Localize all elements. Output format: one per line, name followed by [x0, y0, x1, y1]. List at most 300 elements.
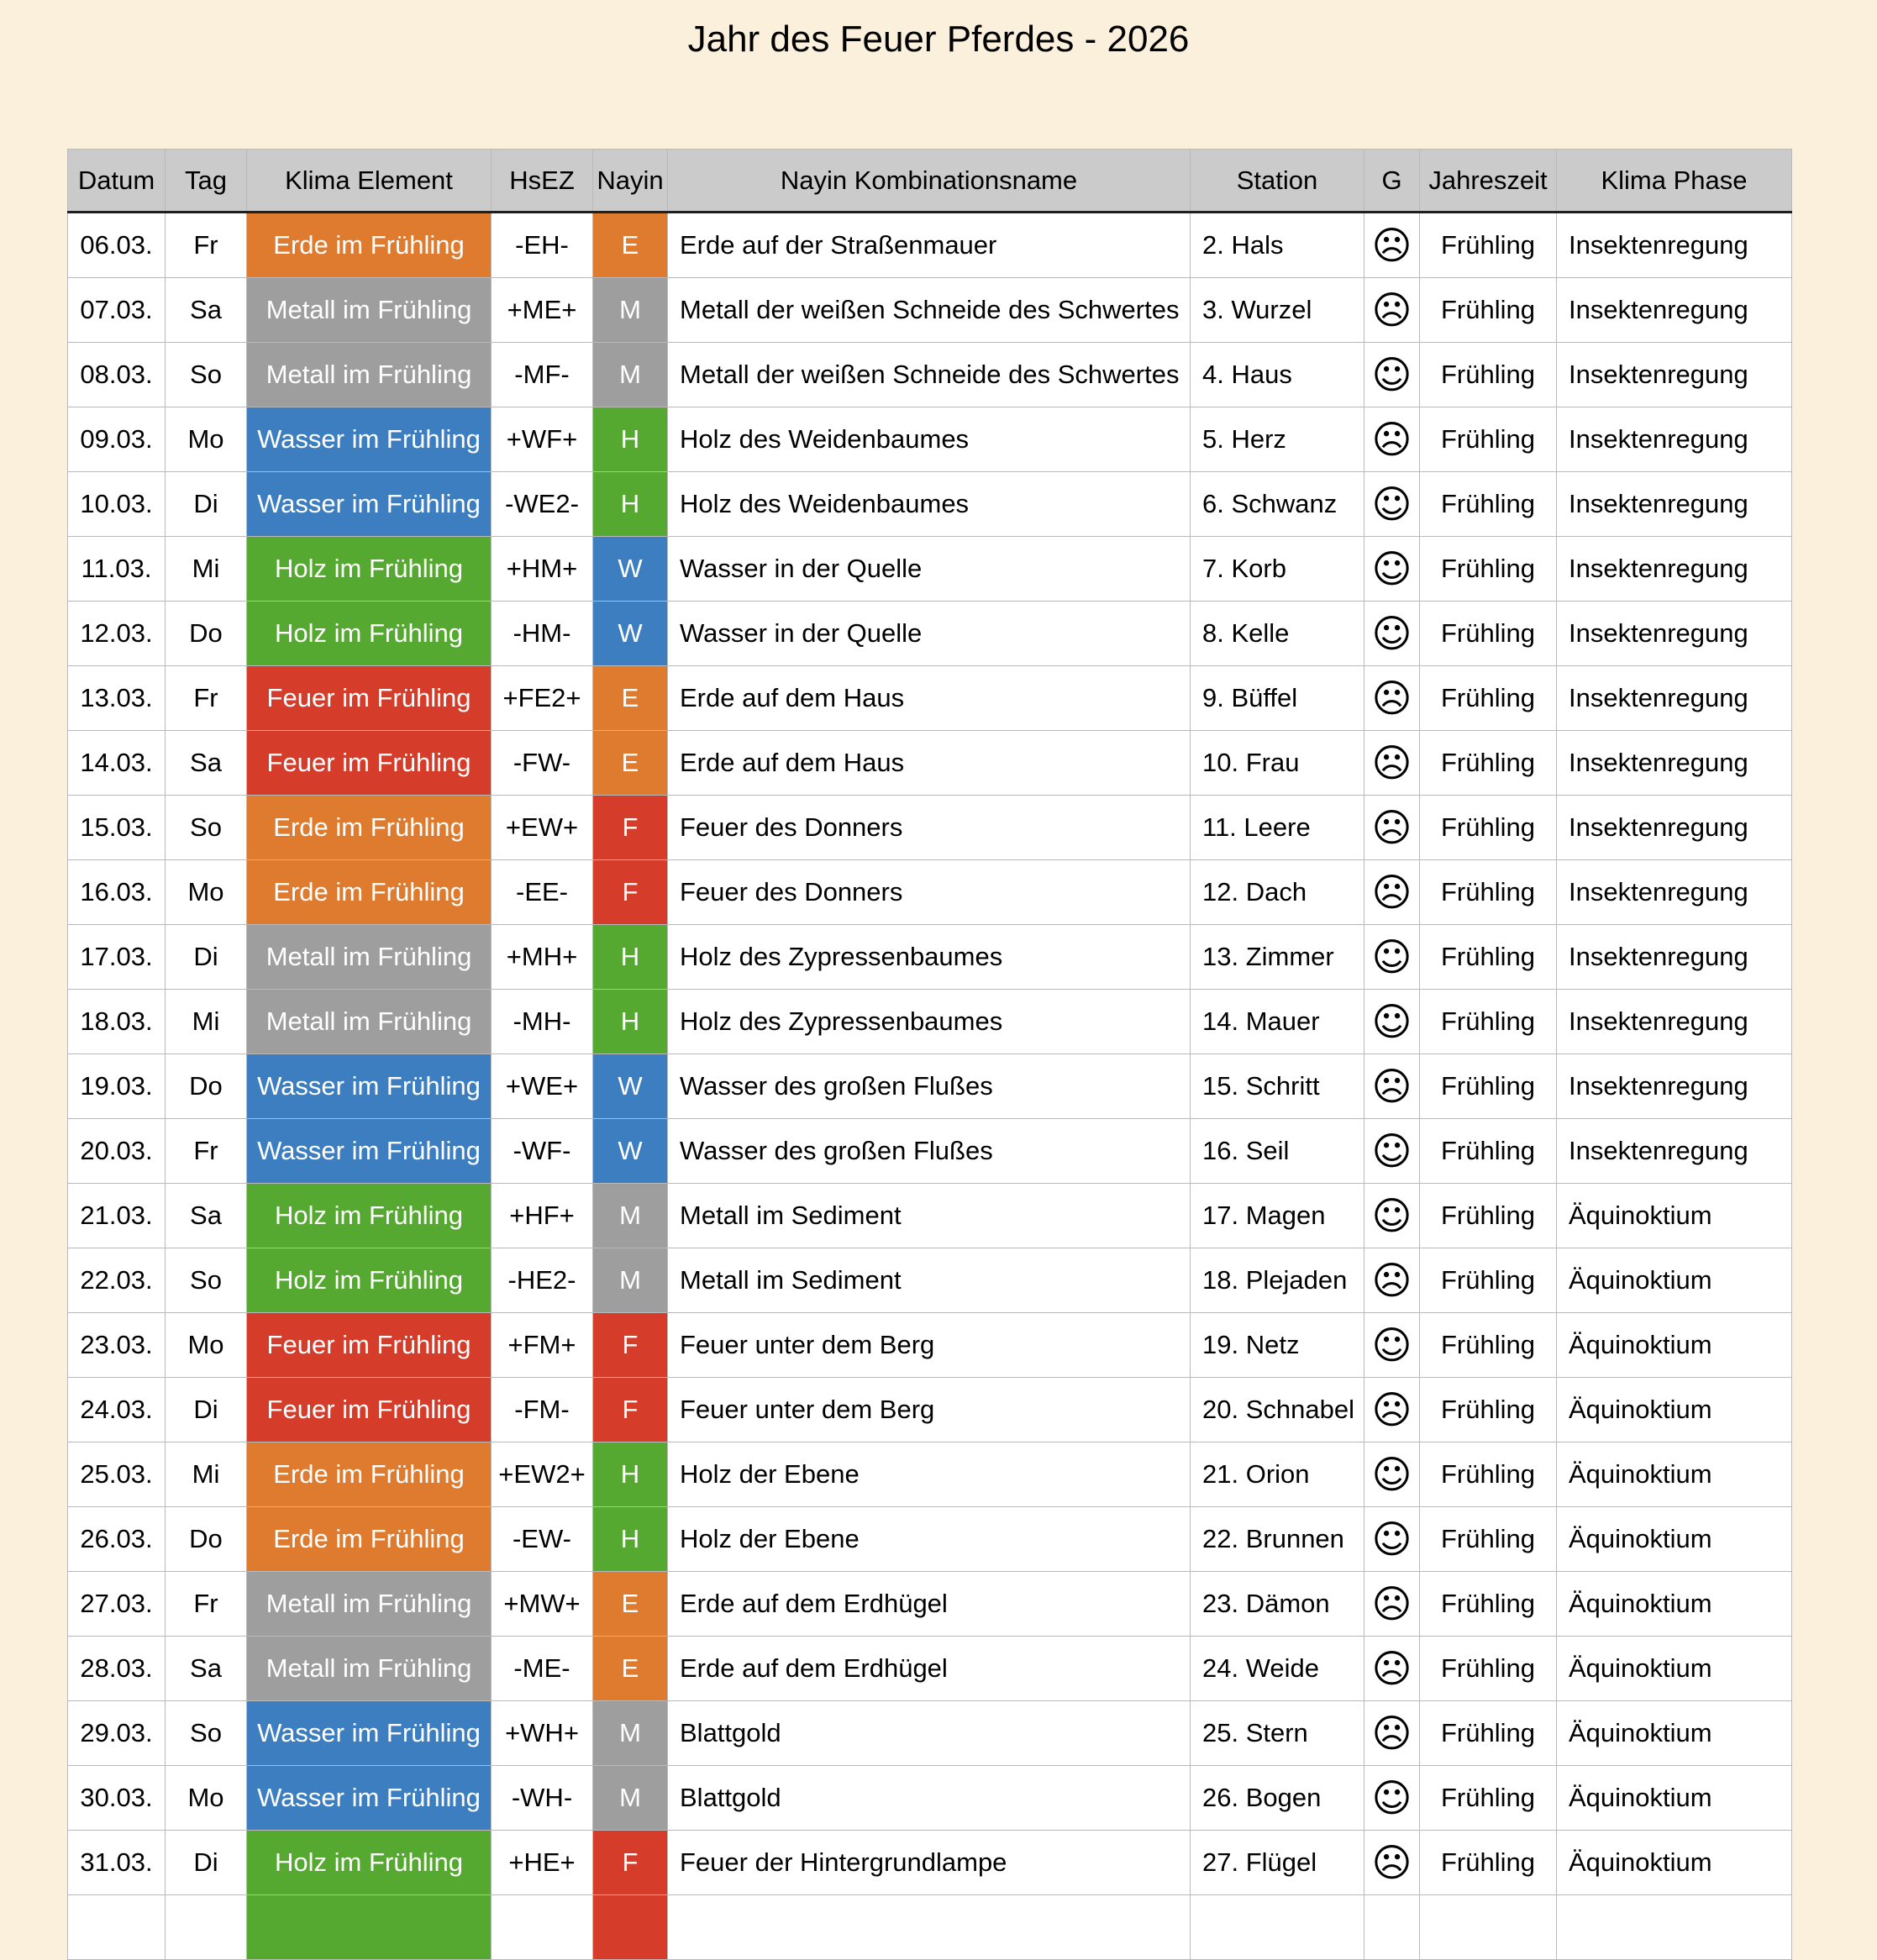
column-header-g: G	[1364, 150, 1420, 213]
column-header-hsez: HsEZ	[492, 150, 593, 213]
klima-element-badge: Metall im Frühling	[247, 343, 492, 407]
table-row	[68, 1184, 1792, 1248]
cell-hsez: -MH-	[492, 990, 593, 1054]
nayin-badge: H	[593, 472, 668, 537]
table-row	[68, 796, 1792, 860]
mood-cell	[1364, 860, 1420, 925]
cell-jahreszeit: Frühling	[1420, 860, 1557, 925]
cell-datum: 08.03.	[68, 343, 166, 407]
cell-station: 5. Herz	[1191, 407, 1364, 472]
nayin-badge: W	[593, 602, 668, 666]
cell-station: 15. Schritt	[1191, 1054, 1364, 1119]
cell-jahreszeit: Frühling	[1420, 1119, 1557, 1184]
cell-jahreszeit: Frühling	[1420, 1701, 1557, 1766]
mood-cell	[1364, 1313, 1420, 1378]
cell-jahreszeit: Frühling	[1420, 1054, 1557, 1119]
cell-klima-phase: Insektenregung	[1557, 602, 1792, 666]
mood-cell	[1364, 796, 1420, 860]
cell-jahreszeit: Frühling	[1420, 537, 1557, 602]
klima-element-badge: Erde im Frühling	[247, 796, 492, 860]
partial-cell	[1364, 1895, 1420, 1960]
klima-element-badge: Wasser im Frühling	[247, 1701, 492, 1766]
table-row	[68, 537, 1792, 602]
cell-nayin-kombinationsname: Blattgold	[668, 1766, 1191, 1831]
sad-face-icon: ☹	[1371, 1386, 1412, 1432]
mood-cell	[1364, 990, 1420, 1054]
table-row	[68, 666, 1792, 731]
nayin-badge: W	[593, 1054, 668, 1119]
cell-nayin-kombinationsname: Metall der weißen Schneide des Schwertes	[668, 343, 1191, 407]
cell-datum: 07.03.	[68, 278, 166, 343]
cell-datum: 31.03.	[68, 1831, 166, 1895]
cell-klima-phase: Insektenregung	[1557, 278, 1792, 343]
table-row	[68, 1701, 1792, 1766]
cell-hsez: -EW-	[492, 1507, 593, 1572]
nayin-badge: M	[593, 1766, 668, 1831]
cell-jahreszeit: Frühling	[1420, 1313, 1557, 1378]
klima-element-badge: Metall im Frühling	[247, 990, 492, 1054]
cell-tag: So	[166, 796, 247, 860]
nayin-badge: H	[593, 407, 668, 472]
cell-nayin-kombinationsname: Erde auf dem Haus	[668, 666, 1191, 731]
cell-tag: So	[166, 1701, 247, 1766]
sad-face-icon: ☹	[1371, 286, 1412, 333]
cell-tag: Fr	[166, 213, 247, 278]
column-header-klima-element: Klima Element	[247, 150, 492, 213]
table-header	[68, 150, 1792, 213]
klima-element-badge: Wasser im Frühling	[247, 407, 492, 472]
cell-tag: Sa	[166, 278, 247, 343]
cell-klima-phase: Äquinoktium	[1557, 1831, 1792, 1895]
cell-jahreszeit: Frühling	[1420, 990, 1557, 1054]
table-row-partial	[68, 1895, 1792, 1960]
cell-datum: 22.03.	[68, 1248, 166, 1313]
partial-cell	[1420, 1895, 1557, 1960]
cell-klima-phase: Insektenregung	[1557, 537, 1792, 602]
cell-hsez: +WH+	[492, 1701, 593, 1766]
klima-element-badge: Wasser im Frühling	[247, 1766, 492, 1831]
column-header-station: Station	[1191, 150, 1364, 213]
cell-nayin-kombinationsname: Holz des Weidenbaumes	[668, 407, 1191, 472]
klima-element-badge: Wasser im Frühling	[247, 472, 492, 537]
mood-cell	[1364, 731, 1420, 796]
table-body	[68, 213, 1792, 1960]
happy-face-icon: ☺	[1371, 1451, 1412, 1497]
mood-cell	[1364, 537, 1420, 602]
cell-station: 19. Netz	[1191, 1313, 1364, 1378]
mood-cell	[1364, 1766, 1420, 1831]
cell-station: 6. Schwanz	[1191, 472, 1364, 537]
table-row	[68, 1507, 1792, 1572]
cell-klima-phase: Äquinoktium	[1557, 1572, 1792, 1637]
header-row	[68, 150, 1792, 213]
mood-cell	[1364, 1119, 1420, 1184]
cell-station: 22. Brunnen	[1191, 1507, 1364, 1572]
cell-nayin-kombinationsname: Holz des Zypressenbaumes	[668, 990, 1191, 1054]
cell-hsez: +EW2+	[492, 1442, 593, 1507]
cell-jahreszeit: Frühling	[1420, 796, 1557, 860]
sad-face-icon: ☹	[1371, 869, 1412, 915]
happy-face-icon: ☺	[1371, 1127, 1412, 1174]
klima-element-badge: Metall im Frühling	[247, 1572, 492, 1637]
cell-hsez: -HE2-	[492, 1248, 593, 1313]
partial-cell	[1557, 1895, 1792, 1960]
cell-nayin-kombinationsname: Feuer unter dem Berg	[668, 1313, 1191, 1378]
klima-element-badge: Wasser im Frühling	[247, 1119, 492, 1184]
cell-klima-phase: Insektenregung	[1557, 472, 1792, 537]
cell-nayin-kombinationsname: Feuer des Donners	[668, 796, 1191, 860]
cell-datum: 12.03.	[68, 602, 166, 666]
cell-hsez: +HF+	[492, 1184, 593, 1248]
klima-element-badge: Feuer im Frühling	[247, 731, 492, 796]
cell-klima-phase: Insektenregung	[1557, 796, 1792, 860]
cell-hsez: +MW+	[492, 1572, 593, 1637]
cell-nayin-kombinationsname: Feuer unter dem Berg	[668, 1378, 1191, 1442]
cell-jahreszeit: Frühling	[1420, 1378, 1557, 1442]
table-row	[68, 1442, 1792, 1507]
mood-cell	[1364, 1248, 1420, 1313]
cell-tag: Mi	[166, 990, 247, 1054]
table-row	[68, 1313, 1792, 1378]
cell-hsez: -WF-	[492, 1119, 593, 1184]
cell-tag: Mi	[166, 1442, 247, 1507]
cell-tag: So	[166, 343, 247, 407]
table-row	[68, 1831, 1792, 1895]
cell-jahreszeit: Frühling	[1420, 1766, 1557, 1831]
mood-cell	[1364, 1378, 1420, 1442]
klima-element-badge: Holz im Frühling	[247, 537, 492, 602]
cell-nayin-kombinationsname: Wasser in der Quelle	[668, 602, 1191, 666]
nayin-badge: F	[593, 796, 668, 860]
cell-datum: 16.03.	[68, 860, 166, 925]
cell-nayin-kombinationsname: Feuer des Donners	[668, 860, 1191, 925]
cell-jahreszeit: Frühling	[1420, 407, 1557, 472]
cell-datum: 17.03.	[68, 925, 166, 990]
column-header-datum: Datum	[68, 150, 166, 213]
cell-tag: Mo	[166, 1766, 247, 1831]
cell-jahreszeit: Frühling	[1420, 1184, 1557, 1248]
cell-datum: 23.03.	[68, 1313, 166, 1378]
cell-tag: So	[166, 1248, 247, 1313]
nayin-badge: F	[593, 1313, 668, 1378]
cell-tag: Do	[166, 1054, 247, 1119]
cell-datum: 10.03.	[68, 472, 166, 537]
partial-cell	[68, 1895, 166, 1960]
nayin-badge: W	[593, 1119, 668, 1184]
cell-klima-phase: Insektenregung	[1557, 1054, 1792, 1119]
nayin-badge: H	[593, 925, 668, 990]
column-header-nayin-kombinationsname: Nayin Kombinationsname	[668, 150, 1191, 213]
cell-klima-phase: Insektenregung	[1557, 925, 1792, 990]
column-header-jahreszeit: Jahreszeit	[1420, 150, 1557, 213]
klima-element-badge: Feuer im Frühling	[247, 666, 492, 731]
partial-cell	[492, 1895, 593, 1960]
cell-tag: Fr	[166, 1572, 247, 1637]
cell-station: 8. Kelle	[1191, 602, 1364, 666]
cell-tag: Mo	[166, 407, 247, 472]
partial-cell	[668, 1895, 1191, 1960]
cell-hsez: +FE2+	[492, 666, 593, 731]
cell-jahreszeit: Frühling	[1420, 731, 1557, 796]
cell-datum: 21.03.	[68, 1184, 166, 1248]
happy-face-icon: ☺	[1371, 1322, 1412, 1368]
table-row	[68, 1248, 1792, 1313]
happy-face-icon: ☺	[1371, 610, 1412, 656]
klima-element-badge: Wasser im Frühling	[247, 1054, 492, 1119]
mood-cell	[1364, 1184, 1420, 1248]
cell-hsez: -MF-	[492, 343, 593, 407]
cell-nayin-kombinationsname: Erde auf dem Haus	[668, 731, 1191, 796]
sad-face-icon: ☹	[1371, 416, 1412, 462]
cell-jahreszeit: Frühling	[1420, 1507, 1557, 1572]
happy-face-icon: ☺	[1371, 1516, 1412, 1562]
nayin-badge: W	[593, 537, 668, 602]
mood-cell	[1364, 472, 1420, 537]
cell-datum: 28.03.	[68, 1637, 166, 1701]
table-row	[68, 990, 1792, 1054]
cell-station: 27. Flügel	[1191, 1831, 1364, 1895]
cell-datum: 25.03.	[68, 1442, 166, 1507]
cell-datum: 19.03.	[68, 1054, 166, 1119]
sad-face-icon: ☹	[1371, 1063, 1412, 1109]
cell-klima-phase: Insektenregung	[1557, 666, 1792, 731]
cell-datum: 15.03.	[68, 796, 166, 860]
column-header-klima-phase: Klima Phase	[1557, 150, 1792, 213]
cell-nayin-kombinationsname: Wasser des großen Flußes	[668, 1054, 1191, 1119]
table-row	[68, 602, 1792, 666]
partial-cell	[1191, 1895, 1364, 1960]
nayin-badge: F	[593, 1831, 668, 1895]
cell-klima-phase: Insektenregung	[1557, 731, 1792, 796]
klima-element-badge: Erde im Frühling	[247, 860, 492, 925]
cell-station: 13. Zimmer	[1191, 925, 1364, 990]
happy-face-icon: ☺	[1371, 933, 1412, 980]
cell-station: 3. Wurzel	[1191, 278, 1364, 343]
table-row	[68, 213, 1792, 278]
cell-tag: Sa	[166, 1637, 247, 1701]
nayin-badge: M	[593, 1184, 668, 1248]
sad-face-icon: ☹	[1371, 1839, 1412, 1885]
cell-station: 2. Hals	[1191, 213, 1364, 278]
cell-klima-phase: Äquinoktium	[1557, 1378, 1792, 1442]
mood-cell	[1364, 925, 1420, 990]
mood-cell	[1364, 666, 1420, 731]
table-row	[68, 278, 1792, 343]
happy-face-icon: ☺	[1371, 1192, 1412, 1238]
cell-hsez: +FM+	[492, 1313, 593, 1378]
mood-cell	[1364, 1831, 1420, 1895]
table-row	[68, 731, 1792, 796]
cell-station: 26. Bogen	[1191, 1766, 1364, 1831]
cell-jahreszeit: Frühling	[1420, 1442, 1557, 1507]
cell-hsez: -EH-	[492, 213, 593, 278]
happy-face-icon: ☺	[1371, 1774, 1412, 1821]
mood-cell	[1364, 1054, 1420, 1119]
cell-station: 16. Seil	[1191, 1119, 1364, 1184]
table-row	[68, 1572, 1792, 1637]
cell-klima-phase: Äquinoktium	[1557, 1766, 1792, 1831]
mood-cell	[1364, 343, 1420, 407]
cell-jahreszeit: Frühling	[1420, 472, 1557, 537]
cell-station: 4. Haus	[1191, 343, 1364, 407]
mood-cell	[1364, 407, 1420, 472]
cell-hsez: +EW+	[492, 796, 593, 860]
cell-station: 10. Frau	[1191, 731, 1364, 796]
cell-station: 21. Orion	[1191, 1442, 1364, 1507]
cell-tag: Mo	[166, 860, 247, 925]
cell-hsez: -EE-	[492, 860, 593, 925]
cell-nayin-kombinationsname: Metall im Sediment	[668, 1184, 1191, 1248]
happy-face-icon: ☺	[1371, 998, 1412, 1044]
cell-station: 14. Mauer	[1191, 990, 1364, 1054]
cell-hsez: -WH-	[492, 1766, 593, 1831]
klima-element-badge: Metall im Frühling	[247, 278, 492, 343]
sad-face-icon: ☹	[1371, 1710, 1412, 1756]
partial-cell	[247, 1895, 492, 1960]
cell-jahreszeit: Frühling	[1420, 1248, 1557, 1313]
nayin-badge: H	[593, 990, 668, 1054]
cell-klima-phase: Äquinoktium	[1557, 1442, 1792, 1507]
cell-nayin-kombinationsname: Erde auf dem Erdhügel	[668, 1637, 1191, 1701]
cell-nayin-kombinationsname: Erde auf dem Erdhügel	[668, 1572, 1191, 1637]
cell-hsez: +WE+	[492, 1054, 593, 1119]
cell-jahreszeit: Frühling	[1420, 1572, 1557, 1637]
cell-nayin-kombinationsname: Holz des Zypressenbaumes	[668, 925, 1191, 990]
cell-tag: Fr	[166, 666, 247, 731]
cell-station: 11. Leere	[1191, 796, 1364, 860]
table-row	[68, 1378, 1792, 1442]
table-row	[68, 343, 1792, 407]
column-header-tag: Tag	[166, 150, 247, 213]
klima-element-badge: Holz im Frühling	[247, 1248, 492, 1313]
mood-cell	[1364, 1637, 1420, 1701]
cell-nayin-kombinationsname: Erde auf der Straßenmauer	[668, 213, 1191, 278]
cell-klima-phase: Insektenregung	[1557, 213, 1792, 278]
nayin-badge: F	[593, 1378, 668, 1442]
cell-klima-phase: Insektenregung	[1557, 860, 1792, 925]
cell-station: 17. Magen	[1191, 1184, 1364, 1248]
nayin-badge: E	[593, 1637, 668, 1701]
klima-element-badge: Feuer im Frühling	[247, 1313, 492, 1378]
klima-element-badge: Metall im Frühling	[247, 1637, 492, 1701]
mood-cell	[1364, 602, 1420, 666]
cell-datum: 29.03.	[68, 1701, 166, 1766]
nayin-badge: E	[593, 213, 668, 278]
page-title: Jahr des Feuer Pferdes - 2026	[687, 18, 1190, 60]
cell-tag: Fr	[166, 1119, 247, 1184]
klima-element-badge: Erde im Frühling	[247, 213, 492, 278]
nayin-badge: M	[593, 343, 668, 407]
cell-nayin-kombinationsname: Holz der Ebene	[668, 1507, 1191, 1572]
cell-tag: Mi	[166, 537, 247, 602]
cell-tag: Di	[166, 925, 247, 990]
klima-element-badge: Erde im Frühling	[247, 1507, 492, 1572]
nayin-badge: H	[593, 1442, 668, 1507]
sad-face-icon: ☹	[1371, 1257, 1412, 1303]
nayin-badge: M	[593, 1248, 668, 1313]
table-row	[68, 1766, 1792, 1831]
klima-element-badge: Holz im Frühling	[247, 602, 492, 666]
klima-element-badge: Erde im Frühling	[247, 1442, 492, 1507]
cell-hsez: -HM-	[492, 602, 593, 666]
cell-tag: Mo	[166, 1313, 247, 1378]
table-row	[68, 860, 1792, 925]
cell-nayin-kombinationsname: Blattgold	[668, 1701, 1191, 1766]
cell-hsez: +HE+	[492, 1831, 593, 1895]
cell-klima-phase: Insektenregung	[1557, 990, 1792, 1054]
cell-datum: 09.03.	[68, 407, 166, 472]
cell-tag: Sa	[166, 731, 247, 796]
cell-station: 23. Dämon	[1191, 1572, 1364, 1637]
nayin-badge: H	[593, 1507, 668, 1572]
table-row	[68, 472, 1792, 537]
table-row	[68, 925, 1792, 990]
cell-klima-phase: Äquinoktium	[1557, 1184, 1792, 1248]
nayin-badge: M	[593, 1701, 668, 1766]
cell-tag: Di	[166, 1378, 247, 1442]
partial-cell	[166, 1895, 247, 1960]
sad-face-icon: ☹	[1371, 739, 1412, 786]
nayin-badge: M	[593, 278, 668, 343]
cell-hsez: -WE2-	[492, 472, 593, 537]
cell-station: 24. Weide	[1191, 1637, 1364, 1701]
cell-tag: Do	[166, 1507, 247, 1572]
sad-face-icon: ☹	[1371, 804, 1412, 850]
cell-klima-phase: Äquinoktium	[1557, 1507, 1792, 1572]
cell-hsez: +HM+	[492, 537, 593, 602]
cell-jahreszeit: Frühling	[1420, 602, 1557, 666]
cell-station: 12. Dach	[1191, 860, 1364, 925]
cell-hsez: -ME-	[492, 1637, 593, 1701]
cell-nayin-kombinationsname: Wasser in der Quelle	[668, 537, 1191, 602]
cell-datum: 18.03.	[68, 990, 166, 1054]
sad-face-icon: ☹	[1371, 222, 1412, 268]
sad-face-icon: ☹	[1371, 675, 1412, 721]
cell-klima-phase: Äquinoktium	[1557, 1701, 1792, 1766]
cell-nayin-kombinationsname: Metall der weißen Schneide des Schwertes	[668, 278, 1191, 343]
cell-hsez: -FM-	[492, 1378, 593, 1442]
cell-datum: 13.03.	[68, 666, 166, 731]
sad-face-icon: ☹	[1371, 1580, 1412, 1626]
cell-tag: Di	[166, 1831, 247, 1895]
table-row	[68, 407, 1792, 472]
mood-cell	[1364, 1507, 1420, 1572]
cell-tag: Do	[166, 602, 247, 666]
cell-nayin-kombinationsname: Metall im Sediment	[668, 1248, 1191, 1313]
cell-datum: 24.03.	[68, 1378, 166, 1442]
mood-cell	[1364, 1701, 1420, 1766]
cell-station: 7. Korb	[1191, 537, 1364, 602]
cell-nayin-kombinationsname: Wasser des großen Flußes	[668, 1119, 1191, 1184]
cell-tag: Di	[166, 472, 247, 537]
climate-calendar-table	[67, 149, 1792, 1960]
cell-datum: 27.03.	[68, 1572, 166, 1637]
column-header-nayin: Nayin	[593, 150, 668, 213]
cell-datum: 26.03.	[68, 1507, 166, 1572]
cell-datum: 14.03.	[68, 731, 166, 796]
cell-nayin-kombinationsname: Feuer der Hintergrundlampe	[668, 1831, 1191, 1895]
cell-tag: Sa	[166, 1184, 247, 1248]
cell-hsez: -FW-	[492, 731, 593, 796]
klima-element-badge: Holz im Frühling	[247, 1831, 492, 1895]
nayin-badge: E	[593, 1572, 668, 1637]
cell-datum: 20.03.	[68, 1119, 166, 1184]
mood-cell	[1364, 278, 1420, 343]
nayin-badge: F	[593, 860, 668, 925]
cell-klima-phase: Insektenregung	[1557, 343, 1792, 407]
cell-klima-phase: Insektenregung	[1557, 1119, 1792, 1184]
partial-cell	[593, 1895, 668, 1960]
